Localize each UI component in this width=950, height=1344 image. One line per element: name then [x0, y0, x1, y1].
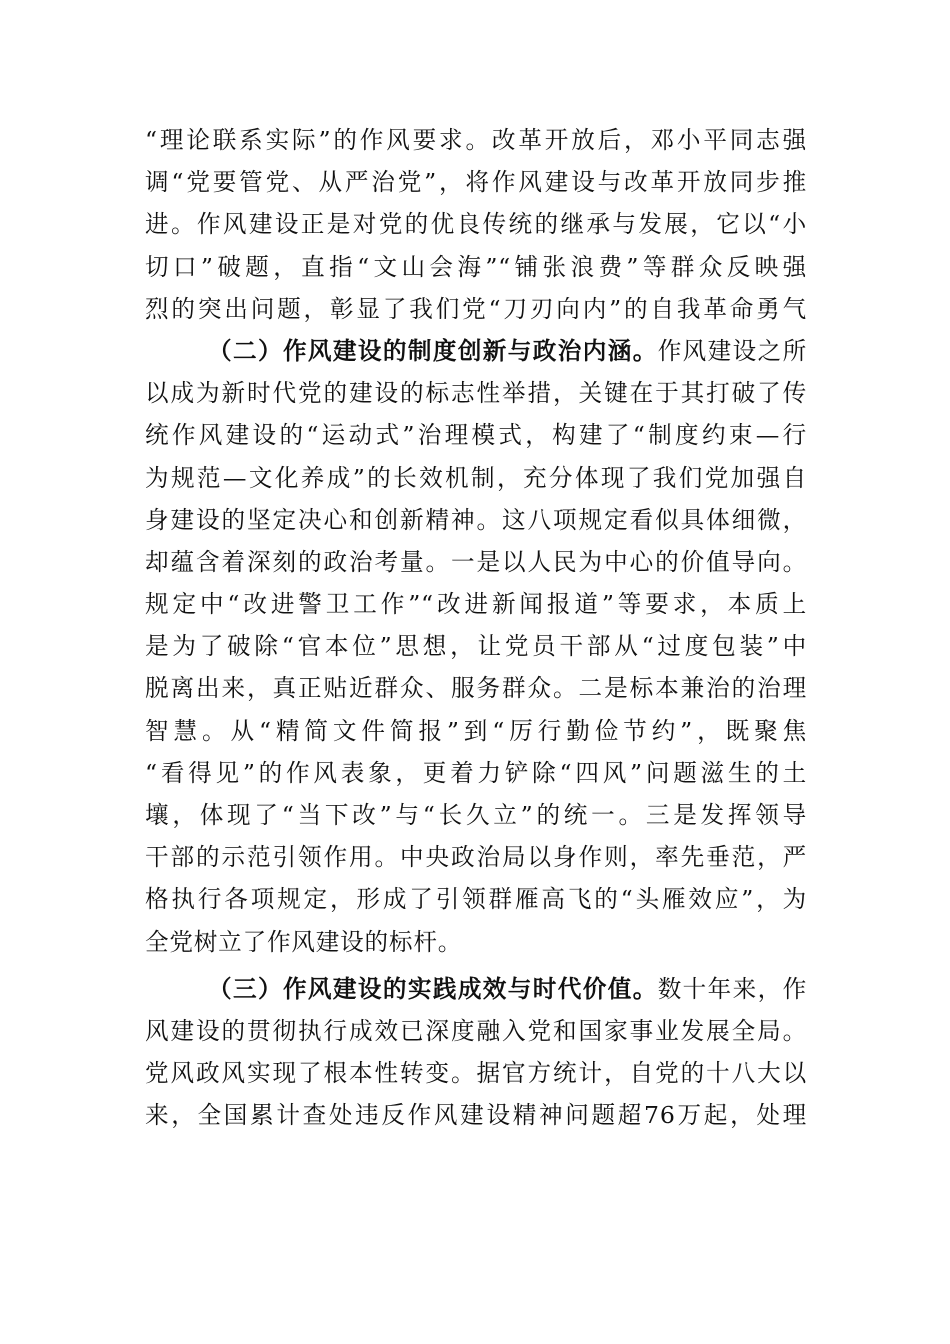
text-line-last: 全党树立了作风建设的标杆。: [145, 927, 463, 956]
body-text: [145, 119, 807, 1137]
text-line: 以成为新时代党的建设的标志性举措，关键在于其打破了传: [145, 379, 807, 408]
text-line: 来，全国累计查处违反作风建设精神问题超76万起，处理: [145, 1101, 807, 1130]
text-line: 干部的示范引领作用。中央政治局以身作则，率先垂范，严: [145, 843, 807, 872]
text-line: 党风政风实现了根本性转变。据官方统计，自党的十八大以: [145, 1059, 807, 1088]
section-2-first-line: [145, 330, 807, 372]
text-line: 调“党要管党、从严治党”，将作风建设与改革开放同步推: [145, 168, 807, 197]
text-line: 壤，体现了“当下改”与“长久立”的统一。三是发挥领导: [145, 801, 807, 829]
text-line: 智慧。从“精简文件简报”到“厉行勤俭节约”，既聚焦: [145, 716, 807, 745]
text-line: 格执行各项规定，形成了引领群雁高飞的“头雁效应”，为: [145, 885, 807, 914]
section-2-heading: （二）作风建设的制度创新与政治内涵。: [208, 336, 658, 365]
text-line: “看得见”的作风表象，更着力铲除“四风”问题滋生的土: [145, 758, 807, 787]
text-line: 切口”破题，直指“文山会海”“铺张浪费”等群众反映强: [145, 252, 807, 281]
text-line: 风建设的贯彻执行成效已深度融入党和国家事业发展全局。: [145, 1016, 807, 1045]
text-line: 烈的突出问题，彰显了我们党“刀刃向内”的自我革命勇气: [145, 294, 807, 323]
text-line: 是为了破除“官本位”思想，让党员干部从“过度包装”中: [145, 632, 807, 661]
section-3-first-line: [145, 968, 807, 1010]
text-line: 身建设的坚定决心和创新精神。这八项规定看似具体细微，: [145, 505, 807, 534]
section-2-first-line-text: 作风建设之所: [657, 336, 807, 365]
text-line: 规定中“改进警卫工作”“改进新闻报道”等要求，本质上: [145, 590, 807, 619]
text-line: 为规范—文化养成”的长效机制，充分体现了我们党加强自: [145, 463, 807, 492]
section-3-heading: （三）作风建设的实践成效与时代价值。: [208, 974, 658, 1003]
text-line: “理论联系实际”的作风要求。改革开放后，邓小平同志强: [145, 126, 807, 154]
text-line: 脱离出来，真正贴近群众、服务群众。二是标本兼治的治理: [145, 674, 807, 703]
text-line: 统作风建设的“运动式”治理模式，构建了“制度约束—行: [145, 421, 807, 450]
section-3-first-line-text: 数十年来，作: [657, 974, 807, 1003]
text-line: 进。作风建设正是对党的优良传统的继承与发展，它以“小: [145, 210, 807, 239]
text-line: 却蕴含着深刻的政治考量。一是以人民为中心的价值导向。: [145, 547, 807, 576]
